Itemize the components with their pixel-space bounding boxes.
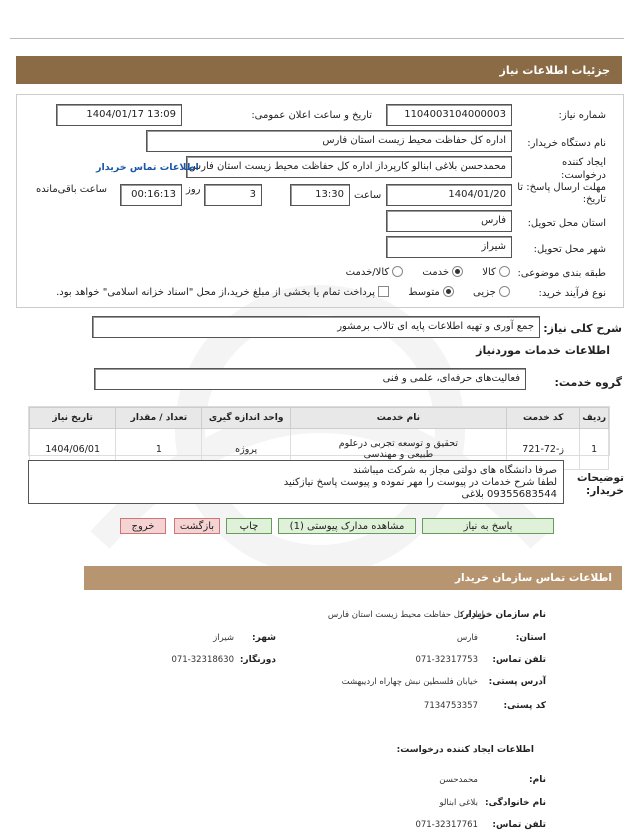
creator-field: محمدحسن بلاغی ابنالو کارپرداز اداره کل حفاظت محیط زیست استان فارس <box>186 156 512 178</box>
page-title: جزئیات اطلاعات نیاز <box>499 64 610 77</box>
summary-field: جمع آوری و تهیه اطلاعات پایه ای تالاب برمشور <box>92 316 540 338</box>
services-heading: اطلاعات خدمات موردنیاز <box>476 344 610 357</box>
category-radio-group <box>346 266 510 278</box>
col-row: ردیف <box>580 408 609 429</box>
category-label: طبقه بندی موضوعی: <box>517 268 606 279</box>
items-table-wrapper <box>28 406 610 460</box>
contact-address-value: خیابان فلسطین نبش چهاراه اردیبهشت <box>341 677 478 687</box>
contact-fax-value: 071-32318630 <box>171 655 234 665</box>
contact-org-value: اداره کل حفاظت محیط زیست استان فارس <box>327 610 484 620</box>
creator-first-name-label: نام: <box>529 775 546 785</box>
exit-button[interactable]: خروج <box>120 518 166 534</box>
contact-postal-value: 7134753357 <box>423 701 478 711</box>
contact-province-label: استان: <box>515 633 546 643</box>
process-label: نوع فرآیند خرید: <box>538 288 606 299</box>
buyer-org-label: نام دستگاه خریدار: <box>527 138 606 149</box>
deadline-label: مهلت ارسال پاسخ: تا تاریخ: <box>517 182 606 205</box>
reply-button[interactable]: پاسخ به نیاز <box>422 518 554 534</box>
cell-code: ز-72-721 <box>506 429 579 470</box>
print-button[interactable]: چاپ <box>226 518 272 534</box>
process-option-minor[interactable]: جزیی <box>473 287 510 298</box>
buyer-notes-line1: صرفا دانشگاه های دولتی مجاز به شرکت میباشند <box>352 465 557 476</box>
creator-phone-value: 071-32317761 <box>415 820 478 830</box>
city-label: شهر محل تحویل: <box>533 244 606 255</box>
creator-phone-label: تلفن تماس: <box>492 820 546 830</box>
buyer-contact-link[interactable]: اطلاعات تماس خریدار <box>96 162 199 173</box>
creator-label: ایجاد کننده درخواست: <box>561 157 606 181</box>
time-label: ساعت <box>354 190 382 201</box>
contact-phone-value: 071-32317753 <box>415 655 478 665</box>
radio-button[interactable] <box>499 266 510 277</box>
col-unit: واحد اندازه گیری <box>202 408 290 429</box>
contact-address-label: آدرس پستی: <box>488 677 546 687</box>
radio-button[interactable] <box>392 266 403 277</box>
buyer-notes-line2: لطفا شرح خدمات در پیوست را مهر نموده و پیوست پاسخ نیازکنید <box>283 477 557 488</box>
province-field: فارس <box>386 210 512 232</box>
creator-first-name-value: محمدحسن <box>439 775 478 785</box>
radio-button[interactable] <box>443 286 454 297</box>
contact-postal-label: کد پستی: <box>503 701 546 711</box>
col-code: کد خدمت <box>506 408 579 429</box>
contact-city-label: شهر: <box>252 633 276 643</box>
buyer-notes-box <box>28 460 564 504</box>
top-divider <box>10 38 624 39</box>
service-group-label: گروه خدمت: <box>554 376 622 389</box>
creator-last-name-label: نام خانوادگی: <box>484 798 546 808</box>
announce-label: تاریخ و ساعت اعلان عمومی: <box>251 110 372 121</box>
cell-qty: 1 <box>116 429 202 470</box>
contact-header <box>84 566 622 590</box>
contact-fax-label: دورنگار: <box>239 655 276 665</box>
contact-org-label: نام سازمان خریدار: <box>459 610 546 620</box>
buyer-notes-label: توضیحات خریدار: <box>576 472 624 497</box>
contact-phone-label: تلفن تماس: <box>492 655 546 665</box>
cell-date: 1404/06/01 <box>30 429 116 470</box>
category-option-goods-service[interactable]: کالا/خدمت <box>346 267 404 278</box>
radio-button[interactable] <box>499 286 510 297</box>
table-header-row <box>30 408 609 429</box>
cell-unit: پروژه <box>202 429 290 470</box>
announce-field: 1404/01/17 13:09 <box>56 104 182 126</box>
attachments-button[interactable]: مشاهده مدارک پیوستی (1) <box>278 518 416 534</box>
col-name: نام خدمت <box>290 408 506 429</box>
deadline-date-field: 1404/01/20 <box>386 184 512 206</box>
category-option-goods[interactable]: کالا <box>482 267 510 278</box>
treasury-payment-option[interactable]: پرداخت تمام یا بخشی از مبلغ خرید،از محل "اسناد خزانه اسلامی" خواهد بود. <box>56 287 389 298</box>
cell-name-line2: طبیعی و مهندسی <box>363 449 434 460</box>
days-field: 3 <box>204 184 262 206</box>
need-number-field: 1104003104000003 <box>386 104 512 126</box>
days-label: روز <box>186 184 201 195</box>
buyer-notes-line3: 09355683544 بلاغی <box>461 489 557 500</box>
category-option-service[interactable]: خدمت <box>422 267 463 278</box>
creator-info-heading: اطلاعات ایجاد کننده درخواست: <box>396 745 534 755</box>
service-group-field: فعالیت‌های حرفه‌ای، علمی و فنی <box>94 368 526 390</box>
deadline-time-field: 13:30 <box>290 184 350 206</box>
col-qty: تعداد / مقدار <box>116 408 202 429</box>
page-header <box>16 56 622 84</box>
remaining-time-field: 00:16:13 <box>120 184 182 206</box>
back-button[interactable]: بازگشت <box>174 518 220 534</box>
contact-title: اطلاعات تماس سازمان خریدار <box>455 572 612 584</box>
process-radio-group <box>56 286 510 298</box>
radio-button[interactable] <box>452 266 463 277</box>
need-number-label: شماره نیاز: <box>558 110 606 121</box>
city-field: شیراز <box>386 236 512 258</box>
province-label: استان محل تحویل: <box>527 218 606 229</box>
contact-province-value: فارس <box>456 633 478 643</box>
cell-row: 1 <box>580 429 609 470</box>
contact-city-value: شیراز <box>213 633 234 643</box>
col-date: تاریخ نیاز <box>30 408 116 429</box>
creator-last-name-value: بلاغی ابنالو <box>439 798 478 808</box>
process-option-medium[interactable]: متوسط <box>408 287 454 298</box>
remaining-label: ساعت باقی‌مانده <box>36 184 108 195</box>
buyer-org-field: اداره کل حفاظت محیط زیست استان فارس <box>146 130 512 152</box>
summary-label: شرح کلی نیاز: <box>543 322 622 335</box>
cell-name-line1: تحقیق و توسعه تجربی درعلوم <box>338 438 458 449</box>
checkbox[interactable] <box>378 286 389 297</box>
